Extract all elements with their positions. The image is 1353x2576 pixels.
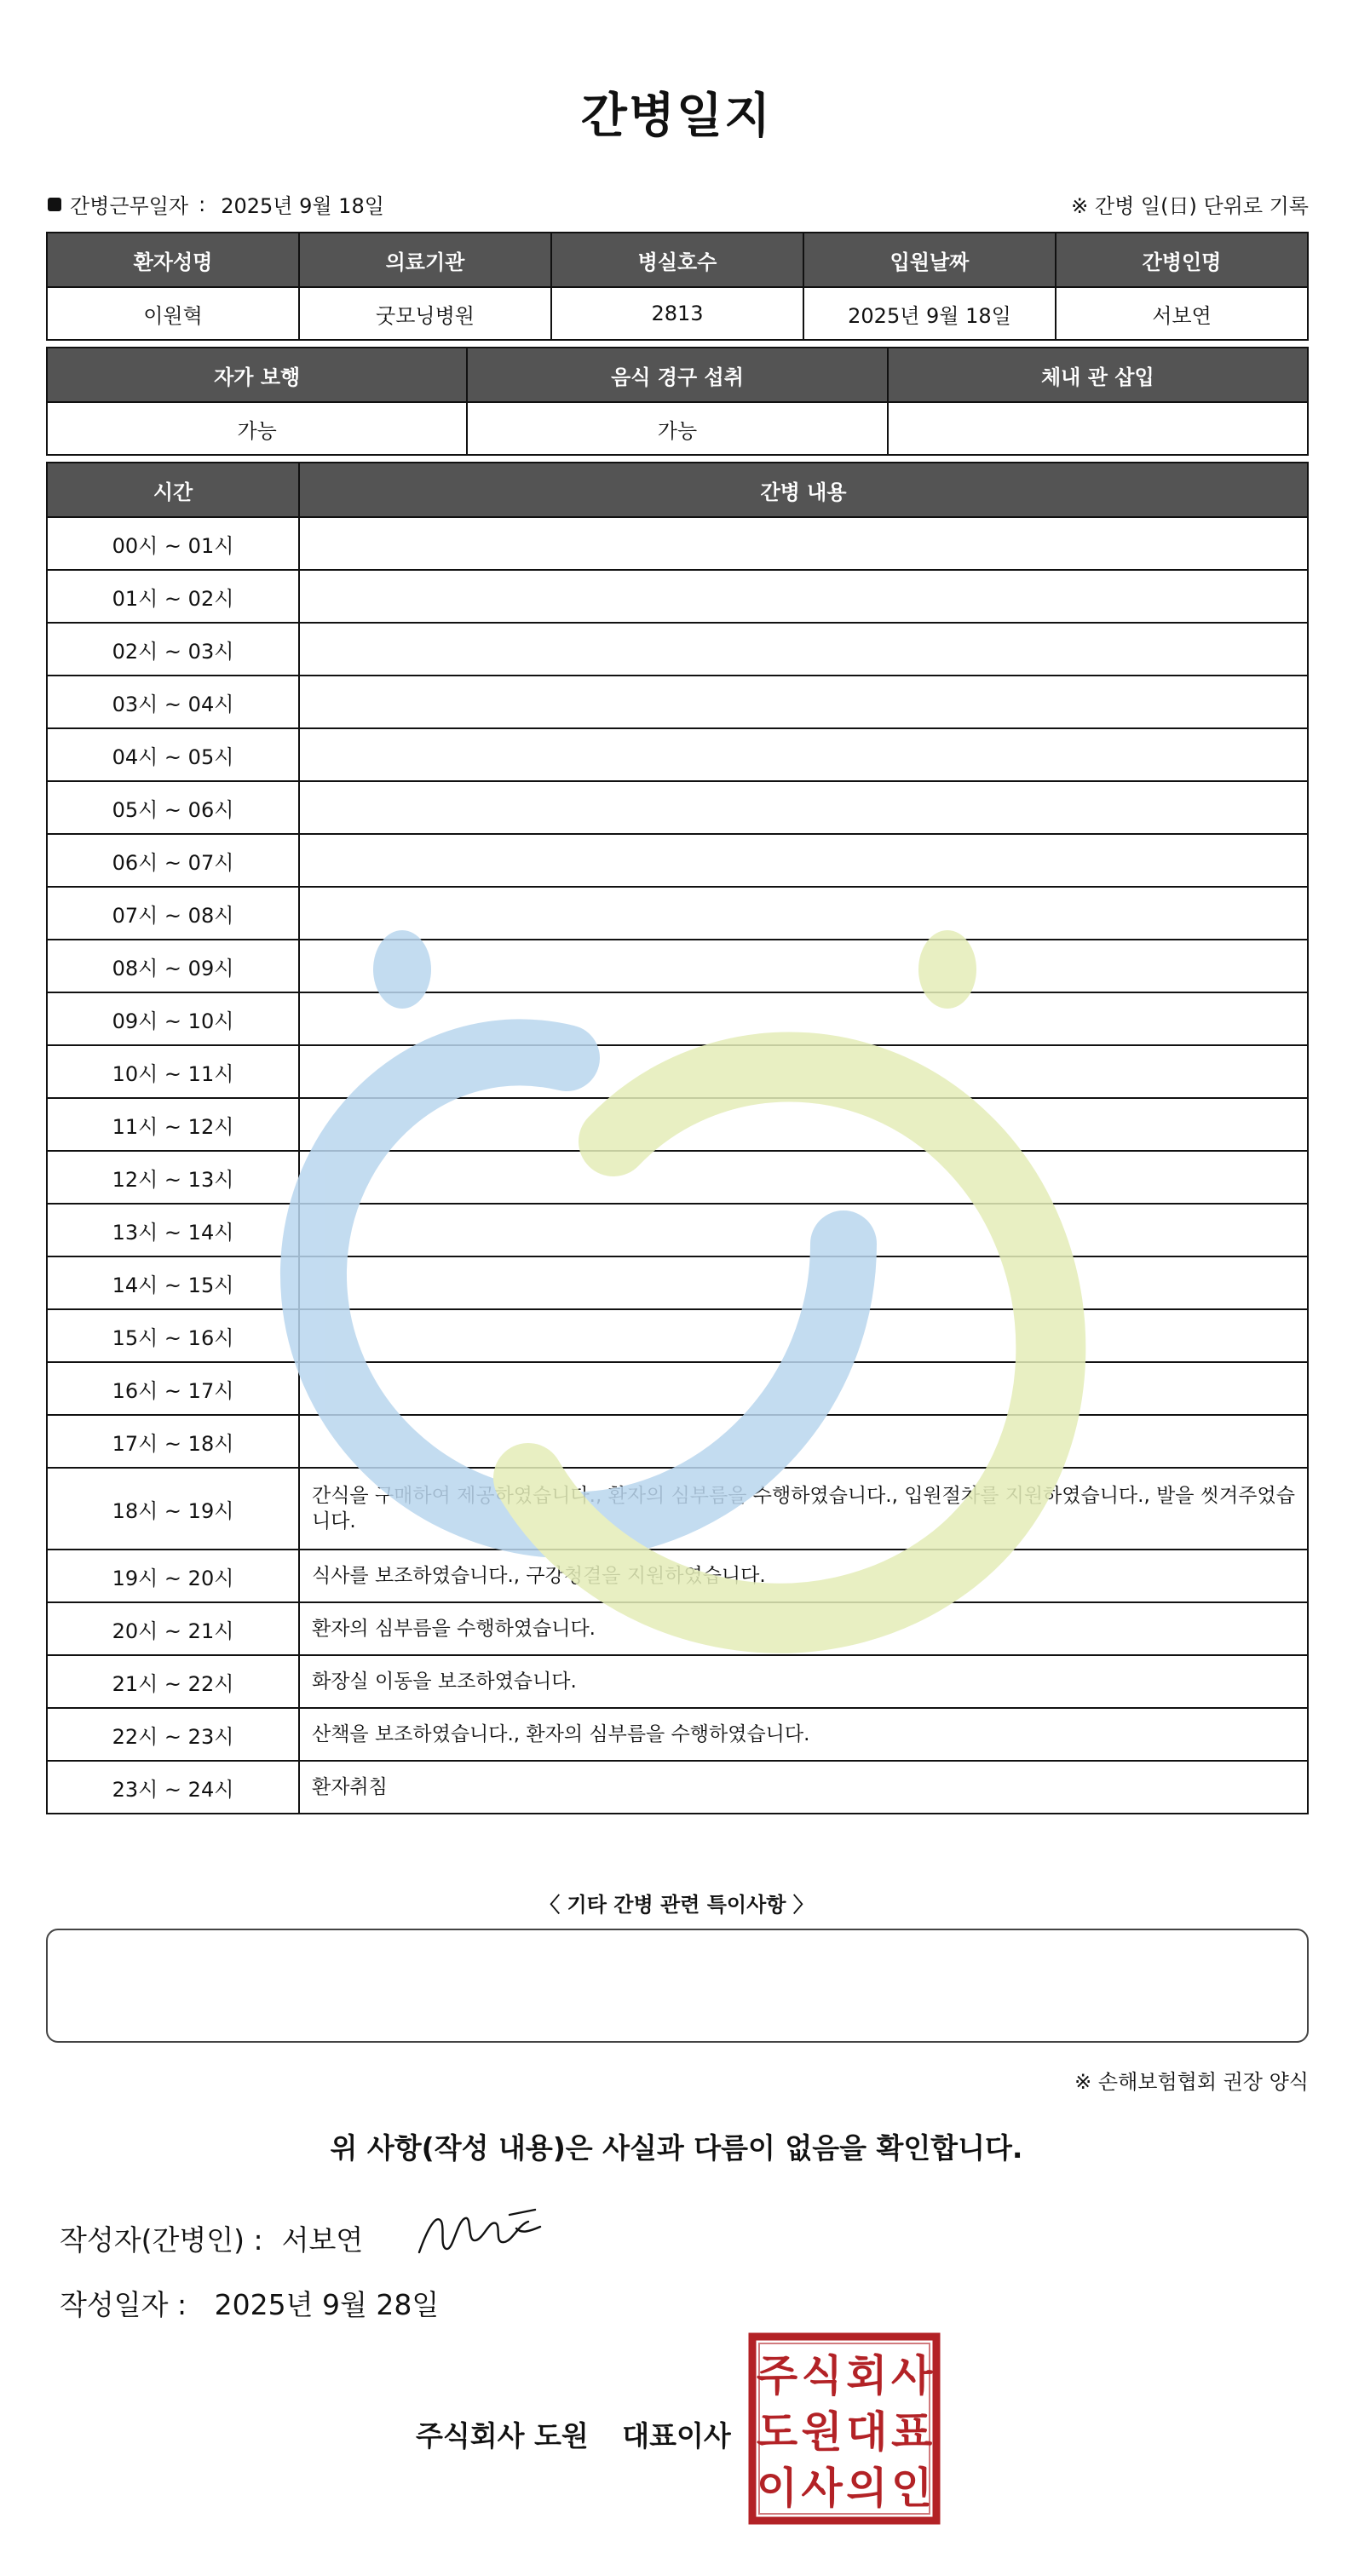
care-log-row — [47, 1550, 1308, 1602]
care-log-content: 환자취침 — [299, 1761, 1308, 1814]
patient-name: 이원혁 — [47, 287, 299, 340]
tube-insertion-value — [888, 402, 1308, 455]
seal-character: 식 — [801, 2351, 843, 2401]
care-log-time: 14시 ~ 15시 — [47, 1256, 299, 1309]
care-log-time: 03시 ~ 04시 — [47, 676, 299, 728]
care-log-content — [299, 728, 1308, 781]
care-log-content: 식사를 보조하였습니다., 구강청결을 지원하였습니다. — [299, 1550, 1308, 1602]
care-log-body — [47, 517, 1308, 1814]
header-tube-insertion: 체내 관 삽입 — [888, 348, 1308, 402]
care-log-content: 환자의 심부름을 수행하였습니다. — [299, 1602, 1308, 1655]
care-log-time: 00시 ~ 01시 — [47, 517, 299, 570]
header-room-number: 병실호수 — [551, 233, 803, 287]
remarks-title: 〈 기타 간병 관련 특이사항 〉 — [539, 1893, 814, 1917]
care-log-row — [47, 1362, 1308, 1415]
hospital-name: 굿모닝병원 — [299, 287, 551, 340]
care-log-row — [47, 1098, 1308, 1151]
care-log-time: 15시 ~ 16시 — [47, 1309, 299, 1362]
care-log-time: 06시 ~ 07시 — [47, 834, 299, 887]
seal-character: 이 — [756, 2464, 798, 2513]
care-log-row — [47, 676, 1308, 728]
care-log-time: 02시 ~ 03시 — [47, 623, 299, 676]
seal-character: 사 — [890, 2351, 933, 2401]
patient-info-header-row — [47, 233, 1308, 287]
care-log-time: 18시 ~ 19시 — [47, 1468, 299, 1550]
writer-line — [60, 2218, 363, 2258]
care-log-content: 화장실 이동을 보조하였습니다. — [299, 1655, 1308, 1708]
room-number: 2813 — [551, 287, 803, 340]
care-log-content — [299, 1151, 1308, 1204]
seal-character: 회 — [846, 2351, 888, 2401]
care-log-content — [299, 1362, 1308, 1415]
header-oral-intake: 음식 경구 섭취 — [467, 348, 887, 402]
care-log-row — [47, 1151, 1308, 1204]
care-log-time: 16시 ~ 17시 — [47, 1362, 299, 1415]
admission-date: 2025년 9월 18일 — [803, 287, 1056, 340]
care-log-time: 07시 ~ 08시 — [47, 887, 299, 940]
care-log-row — [47, 1468, 1308, 1550]
care-log-row — [47, 1309, 1308, 1362]
write-date-value: 2025년 9월 28일 — [214, 2288, 440, 2321]
header-caregiver-name: 간병인명 — [1056, 233, 1308, 287]
seal-character: 사 — [801, 2464, 843, 2513]
seal-character: 의 — [846, 2464, 888, 2513]
care-log-content — [299, 570, 1308, 623]
care-log-content — [299, 1204, 1308, 1256]
care-log-time: 23시 ~ 24시 — [47, 1761, 299, 1814]
care-log-time: 04시 ~ 05시 — [47, 728, 299, 781]
care-log-content — [299, 1098, 1308, 1151]
care-log-content — [299, 887, 1308, 940]
work-date-value: 2025년 9월 18일 — [221, 194, 384, 218]
document-title: 간병일지 — [580, 89, 773, 144]
care-log-time: 13시 ~ 14시 — [47, 1204, 299, 1256]
care-log-time: 08시 ~ 09시 — [47, 940, 299, 992]
remarks-box — [46, 1929, 1309, 2043]
seal-character: 대 — [846, 2407, 888, 2457]
care-log-time: 05시 ~ 06시 — [47, 781, 299, 834]
care-log-content: 간식을 구매하여 제공하였습니다., 환자의 심부름을 수행하였습니다., 입원절차를 지원하였습니다., 발을 씻겨주었습니다. — [299, 1468, 1308, 1550]
care-log-content — [299, 1256, 1308, 1309]
confirmation-statement: 위 사항(작성 내용)은 사실과 다름이 없음을 확인합니다. — [330, 2131, 1023, 2165]
care-log-row — [47, 1602, 1308, 1655]
header-patient-name: 환자성명 — [47, 233, 299, 287]
self-walking-value: 가능 — [47, 402, 467, 455]
header-time: 시간 — [47, 463, 299, 517]
care-log-content — [299, 1309, 1308, 1362]
seal-character: 도 — [756, 2407, 798, 2457]
care-log-content — [299, 940, 1308, 992]
company-rep-title: 대표이사 — [622, 2419, 731, 2452]
care-log-content — [299, 1045, 1308, 1098]
care-log-time: 11시 ~ 12시 — [47, 1098, 299, 1151]
care-log-row — [47, 940, 1308, 992]
care-log-content — [299, 676, 1308, 728]
care-log-row — [47, 1761, 1308, 1814]
care-log-time: 19시 ~ 20시 — [47, 1550, 299, 1602]
patient-info-table — [46, 232, 1309, 341]
oral-intake-value: 가능 — [467, 402, 887, 455]
care-log-row — [47, 570, 1308, 623]
work-date-separator: : — [199, 192, 206, 216]
seal-character: 주 — [756, 2351, 798, 2401]
care-log-row — [47, 781, 1308, 834]
seal-character: 인 — [890, 2464, 933, 2513]
handwritten-signature — [416, 2203, 544, 2263]
care-log-time: 10시 ~ 11시 — [47, 1045, 299, 1098]
care-log-time: 09시 ~ 10시 — [47, 992, 299, 1045]
work-date — [48, 189, 384, 219]
care-log-row — [47, 1708, 1308, 1761]
care-log-table — [46, 462, 1309, 1814]
care-log-content — [299, 781, 1308, 834]
header-hospital: 의료기관 — [299, 233, 551, 287]
write-date-line — [60, 2283, 439, 2323]
writer-label: 작성자(간병인) : — [60, 2223, 263, 2257]
care-log-time: 20시 ~ 21시 — [47, 1602, 299, 1655]
header-admission-date: 입원날짜 — [803, 233, 1056, 287]
care-log-row — [47, 517, 1308, 570]
header-self-walking: 자가 보행 — [47, 348, 467, 402]
care-log-header-row — [47, 463, 1308, 517]
ability-header-row — [47, 348, 1308, 402]
company-name: 주식회사 도원 — [416, 2419, 589, 2452]
work-date-label: 간병근무일자 — [70, 194, 189, 218]
ability-table — [46, 347, 1309, 456]
header-care-content: 간병 내용 — [299, 463, 1308, 517]
care-log-content: 산책을 보조하였습니다., 환자의 심부름을 수행하였습니다. — [299, 1708, 1308, 1761]
care-log-row — [47, 1256, 1308, 1309]
caregiver-name: 서보연 — [1056, 287, 1308, 340]
care-log-row — [47, 1655, 1308, 1708]
care-log-time: 01시 ~ 02시 — [47, 570, 299, 623]
patient-info-value-row — [47, 287, 1308, 340]
care-log-content — [299, 992, 1308, 1045]
seal-character: 원 — [801, 2407, 843, 2457]
square-bullet-icon — [48, 198, 61, 211]
write-date-label: 작성일자 : — [60, 2288, 187, 2321]
care-log-row — [47, 1415, 1308, 1468]
care-log-row — [47, 623, 1308, 676]
care-log-time: 17시 ~ 18시 — [47, 1415, 299, 1468]
care-log-content — [299, 1415, 1308, 1468]
care-log-content — [299, 834, 1308, 887]
care-log-row — [47, 1045, 1308, 1098]
care-log-row — [47, 992, 1308, 1045]
company-line — [416, 2414, 731, 2454]
writer-name: 서보연 — [281, 2223, 364, 2257]
care-log-time: 22시 ~ 23시 — [47, 1708, 299, 1761]
care-log-row — [47, 834, 1308, 887]
care-log-row — [47, 728, 1308, 781]
ability-value-row — [47, 402, 1308, 455]
care-log-content — [299, 517, 1308, 570]
care-log-time: 21시 ~ 22시 — [47, 1655, 299, 1708]
care-log-time: 12시 ~ 13시 — [47, 1151, 299, 1204]
care-log-row — [47, 1204, 1308, 1256]
care-log-content — [299, 623, 1308, 676]
company-seal-stamp — [748, 2332, 941, 2525]
daily-record-note: ※ 간병 일(日) 단위로 기록 — [1071, 194, 1309, 218]
form-source-note: ※ 손해보험협회 권장 양식 — [1074, 2070, 1309, 2094]
seal-character: 표 — [890, 2407, 933, 2457]
care-log-row — [47, 887, 1308, 940]
